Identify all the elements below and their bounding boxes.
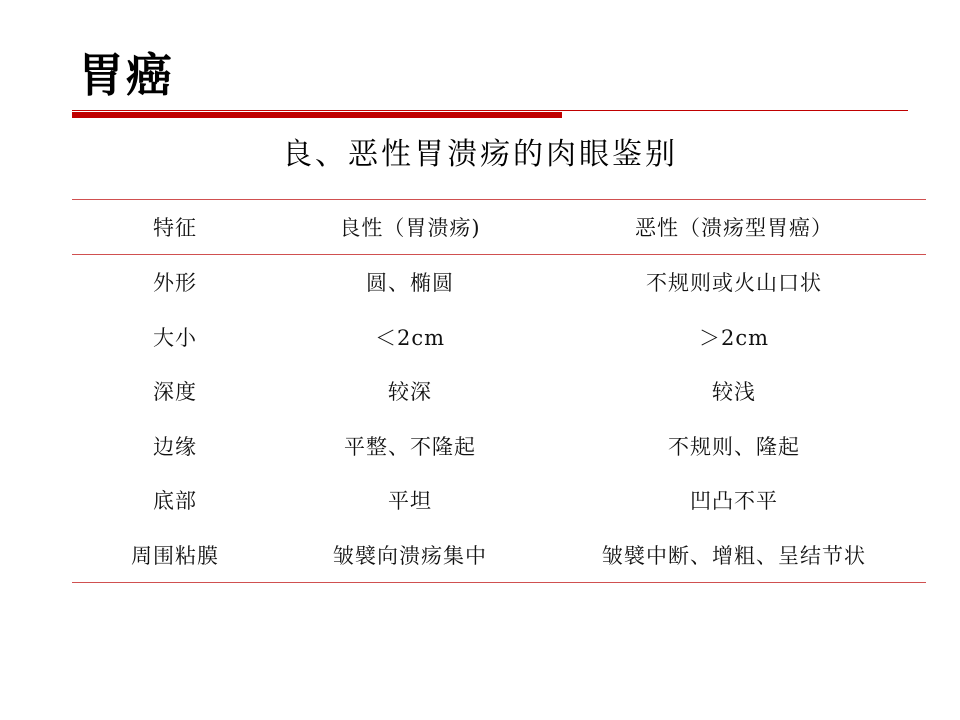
feature-cell: 深度 [153,380,197,405]
feature-cell: 外形 [153,271,197,296]
benign-cell: ＜2cm [374,325,446,350]
malignant-cell: 较浅 [712,380,756,405]
header-feature: 特征 [153,216,197,240]
feature-cell: 底部 [153,489,197,514]
feature-cell: 边缘 [153,434,197,459]
benign-cell: 皱襞向溃疡集中 [333,543,487,568]
table-row [72,419,926,474]
table-row [72,310,926,365]
table-row [72,364,926,419]
title-underline-thick [72,112,562,118]
benign-cell: 平坦 [388,489,432,514]
benign-cell: 圆、椭圆 [366,271,454,296]
table-header-row [72,200,926,255]
benign-cell: 较深 [388,380,432,405]
header-malignant: 恶性（溃疡型胃癌） [635,216,833,240]
comparison-table [72,199,926,583]
malignant-cell: 不规则、隆起 [668,434,800,459]
title-underline-thin [72,110,908,111]
header-benign: 良性（胃溃疡) [339,216,481,240]
malignant-cell: 不规则或火山口状 [646,271,822,296]
table-row [72,473,926,528]
table-caption: 良、恶性胃溃疡的肉眼鉴别 [282,137,678,172]
table-row [72,255,926,310]
feature-cell: 周围粘膜 [131,543,219,568]
malignant-cell: ＞2cm [698,325,770,350]
feature-cell: 大小 [153,325,197,350]
malignant-cell: 皱襞中断、增粗、呈结节状 [602,543,866,568]
table-row [72,528,926,583]
benign-cell: 平整、不隆起 [344,434,476,459]
slide-title: 胃癌 [78,48,174,102]
malignant-cell: 凹凸不平 [690,489,778,514]
